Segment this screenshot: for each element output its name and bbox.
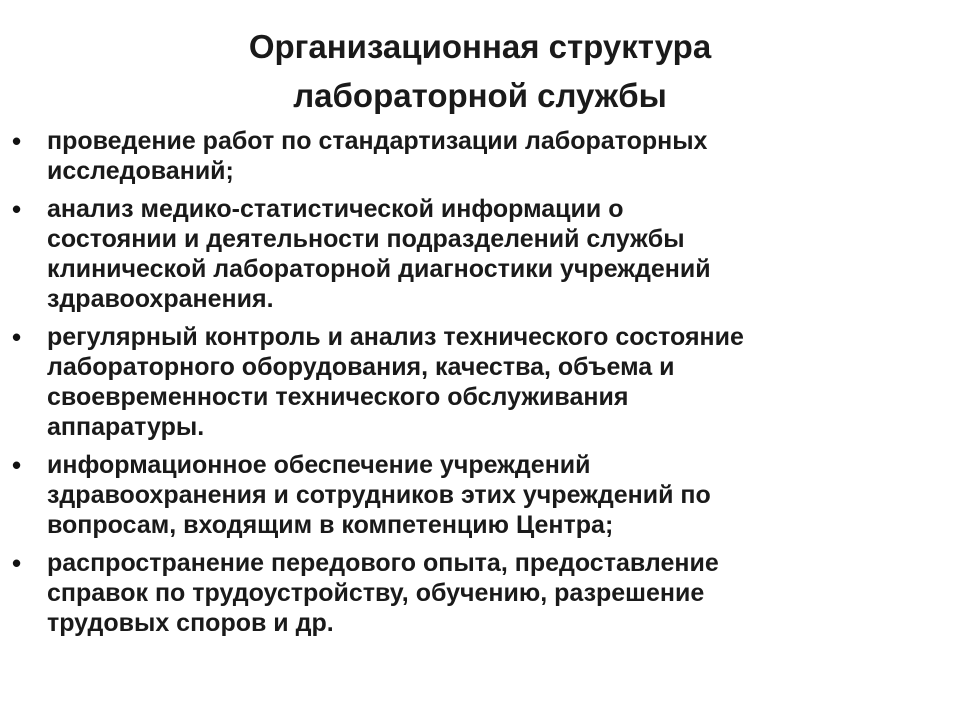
bullet-item-3 — [12, 322, 952, 442]
bullet-item-1 — [12, 126, 952, 186]
bullet-item-5 — [12, 548, 952, 638]
bullet-line: аппаратуры. — [47, 413, 205, 441]
bullet-dot-icon: • — [12, 322, 22, 352]
bullet-line: проведение работ по стандартизации лабораторных — [47, 127, 708, 155]
bullet-dot-icon: • — [12, 126, 22, 156]
bullet-item-4 — [12, 450, 952, 540]
bullet-line: справок по трудоустройству, обучению, разрешение — [47, 579, 705, 607]
title-line-1: Организационная структура — [248, 28, 712, 65]
bullet-item-2 — [12, 194, 952, 314]
title-line-2: лабораторной службы — [293, 77, 667, 114]
bullet-line: вопросам, входящим в компетенцию Центра; — [47, 511, 614, 539]
bullet-line: лабораторного оборудования, качества, объема и — [47, 353, 675, 381]
bullet-line: трудовых споров и др. — [47, 609, 334, 637]
bullet-line: анализ медико-статистической информации о — [47, 195, 624, 223]
bullet-line: своевременности технического обслуживания — [47, 383, 629, 411]
bullet-line: клинической лабораторной диагностики учреждений — [47, 255, 711, 283]
bullet-line: распространение передового опыта, предоставление — [47, 549, 719, 577]
slide-title — [0, 22, 960, 120]
bullet-dot-icon: • — [12, 450, 22, 480]
bullet-dot-icon: • — [12, 548, 22, 578]
bullet-line: информационное обеспечение учреждений — [47, 451, 591, 479]
bullet-line: здравоохранения и сотрудников этих учреждений по — [47, 481, 711, 509]
bullet-line: здравоохранения. — [47, 285, 274, 313]
bullet-line: состоянии и деятельности подразделений службы — [47, 225, 685, 253]
bullet-list — [12, 126, 952, 646]
bullet-line: исследований; — [47, 157, 234, 185]
bullet-line: регулярный контроль и анализ технического состояние — [47, 323, 744, 351]
bullet-dot-icon: • — [12, 194, 22, 224]
